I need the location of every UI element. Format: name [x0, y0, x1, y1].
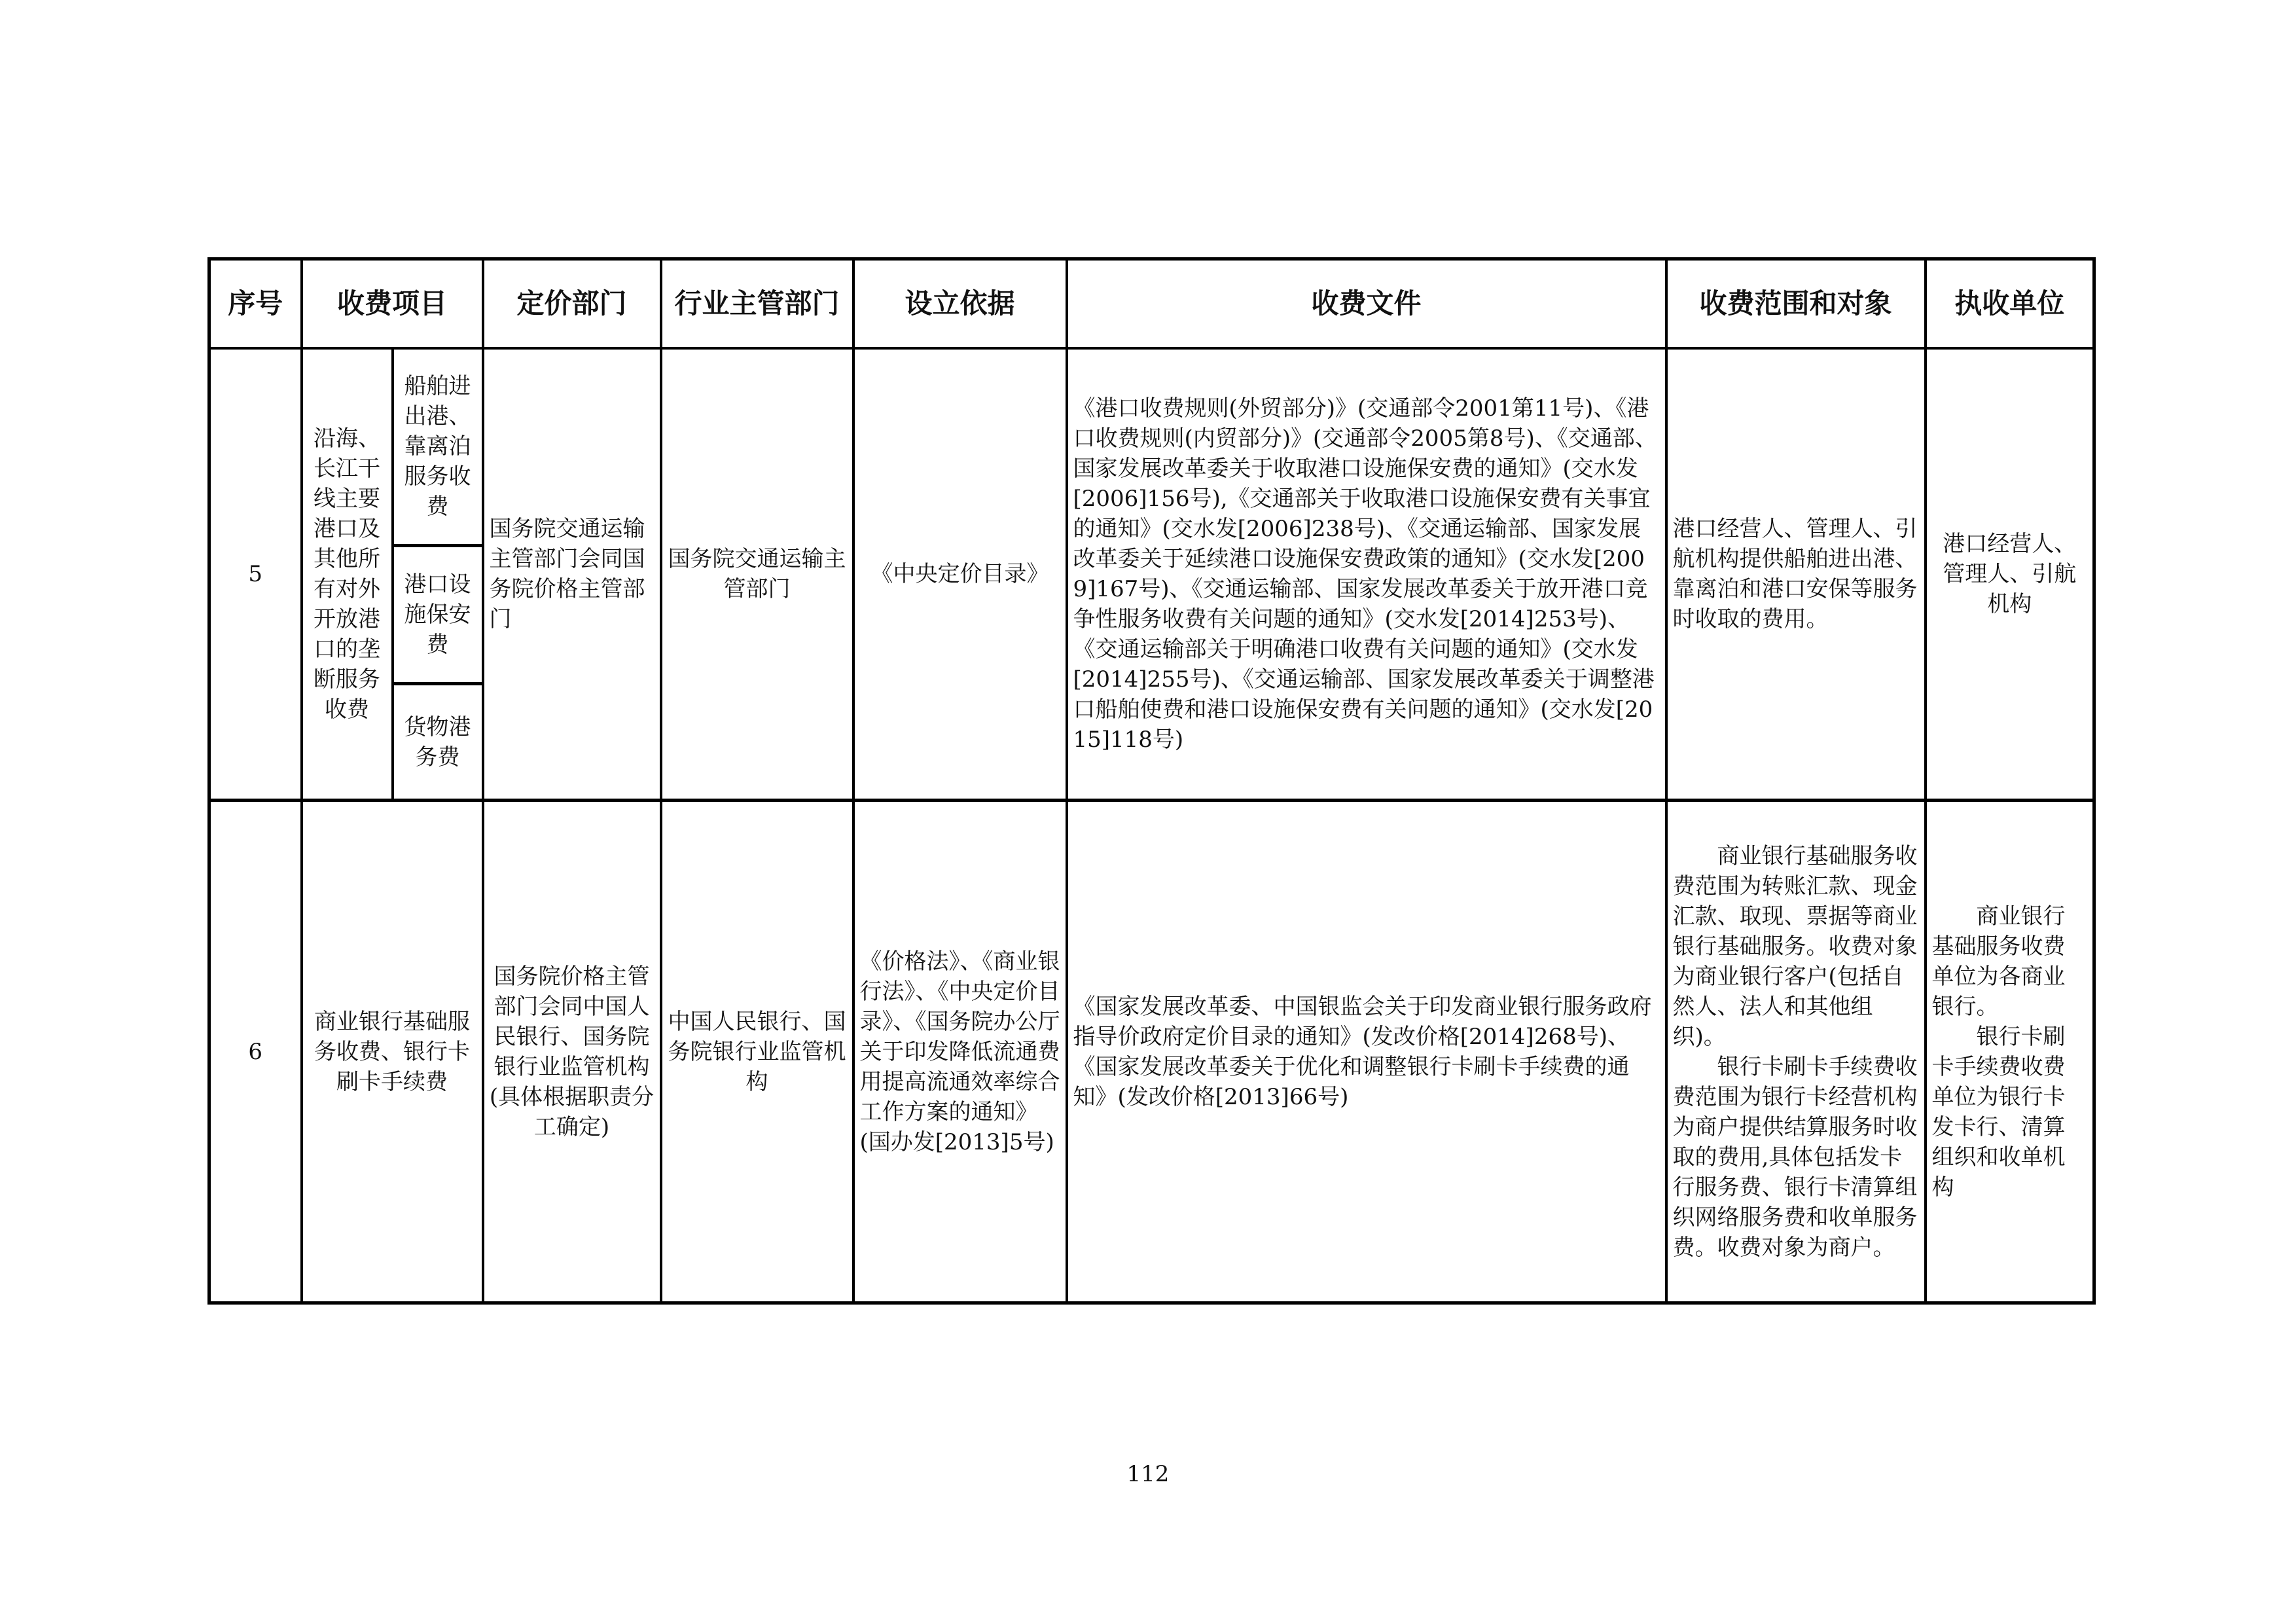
- header-no: 序号: [209, 259, 302, 348]
- row-6-no: 6: [209, 801, 302, 1303]
- row-5-scope: 港口经营人、管理人、引航机构提供船舶进出港、靠离泊和港口安保等服务时收取的费用。: [1666, 348, 1926, 801]
- row-6-collector-part-2: 银行卡刷卡手续费收费单位为银行卡发卡行、清算组织和收单机构: [1931, 1023, 2066, 1200]
- header-scope: 收费范围和对象: [1666, 259, 1926, 348]
- row-5-documents: 《港口收费规则(外贸部分)》(交通部令2001第11号)、《港口收费规则(内贸部分)》(交通部令2005第8号)、《交通部、国家发展改革委关于收取港口设施保安费的通知》(交水发[2006]156号),《交通部关于收取港口设施保安费有关事宜的通知》(交水发[2006]238号)、《交通运输部、国家发展改革委关于延续港口设施保安费政策的通知》(交水发[2009]167号)、《交通运输部、国家发展改革委关于放开港口竞争性服务收费有关问题的通知》(交水发[2014]253号)、《交通运输部关于明确港口收费有关问题的通知》(交水发[2014]255号)、《交通运输部、国家发展改革委关于调整港口船舶使费和港口设施保安费有关问题的通知》(交水发[2015]118号): [1067, 348, 1666, 801]
- row-5-sub-item-1: 船舶进出港、靠离泊服务收费: [393, 348, 483, 546]
- row-6-collector-part-1: 商业银行基础服务收费单位为各商业银行。: [1931, 903, 2066, 1020]
- row-6-industry-dept: 中国人民银行、国务院银行业监管机构: [661, 801, 853, 1303]
- row-5-item: 沿海、长江干线主要港口及其他所有对外开放港口的垄断服务收费: [302, 348, 393, 801]
- row-5-pricing-dept: 国务院交通运输主管部门会同国务院价格主管部门: [483, 348, 661, 801]
- row-5-industry-dept: 国务院交通运输主管部门: [661, 348, 853, 801]
- page-number: 112: [1126, 1461, 1170, 1487]
- header-basis: 设立依据: [853, 259, 1067, 348]
- header-row: [209, 259, 2094, 348]
- row-6-basis: 《价格法》、《商业银行法》、《中央定价目录》、《国务院办公厅关于印发降低流通费用提高流通效率综合工作方案的通知》(国办发[2013]5号): [853, 801, 1067, 1303]
- header-item: 收费项目: [302, 259, 483, 348]
- table-row: [209, 801, 2094, 1303]
- row-6-pricing-dept: 国务院价格主管部门会同中国人民银行、国务院银行业监管机构(具体根据职责分工确定): [483, 801, 661, 1303]
- table-row: [209, 348, 2094, 546]
- row-5-sub-item-3: 货物港务费: [393, 684, 483, 801]
- row-6-scope-part-2: 银行卡刷卡手续费收费范围为银行卡经营机构为商户提供结算服务时收取的费用,具体包括发卡行服务费、银行卡清算组织网络服务费和收单服务费。收费对象为商户。: [1672, 1053, 1918, 1261]
- row-6-documents: 《国家发展改革委、中国银监会关于印发商业银行服务政府指导价政府定价目录的通知》(发改价格[2014]268号)、《国家发展改革委关于优化和调整银行卡刷卡手续费的通知》(发改价格[2013]66号): [1067, 801, 1666, 1303]
- row-6-scope: [1666, 801, 1926, 1303]
- row-5-no: 5: [209, 348, 302, 801]
- row-5-collector: 港口经营人、管理人、引航机构: [1926, 348, 2094, 801]
- row-6-item: 商业银行基础服务收费、银行卡刷卡手续费: [302, 801, 483, 1303]
- fee-table: [207, 257, 2096, 1305]
- row-5-sub-item-2: 港口设施保安费: [393, 546, 483, 684]
- row-6-collector: [1926, 801, 2094, 1303]
- header-documents: 收费文件: [1067, 259, 1666, 348]
- row-6-scope-part-1: 商业银行基础服务收费范围为转账汇款、现金汇款、取现、票据等商业银行基础服务。收费对象为商业银行客户(包括自然人、法人和其他组织)。: [1672, 842, 1918, 1050]
- row-5-basis: 《中央定价目录》: [853, 348, 1067, 801]
- header-pricing-dept: 定价部门: [483, 259, 661, 348]
- header-industry-dept: 行业主管部门: [661, 259, 853, 348]
- header-collector: 执收单位: [1926, 259, 2094, 348]
